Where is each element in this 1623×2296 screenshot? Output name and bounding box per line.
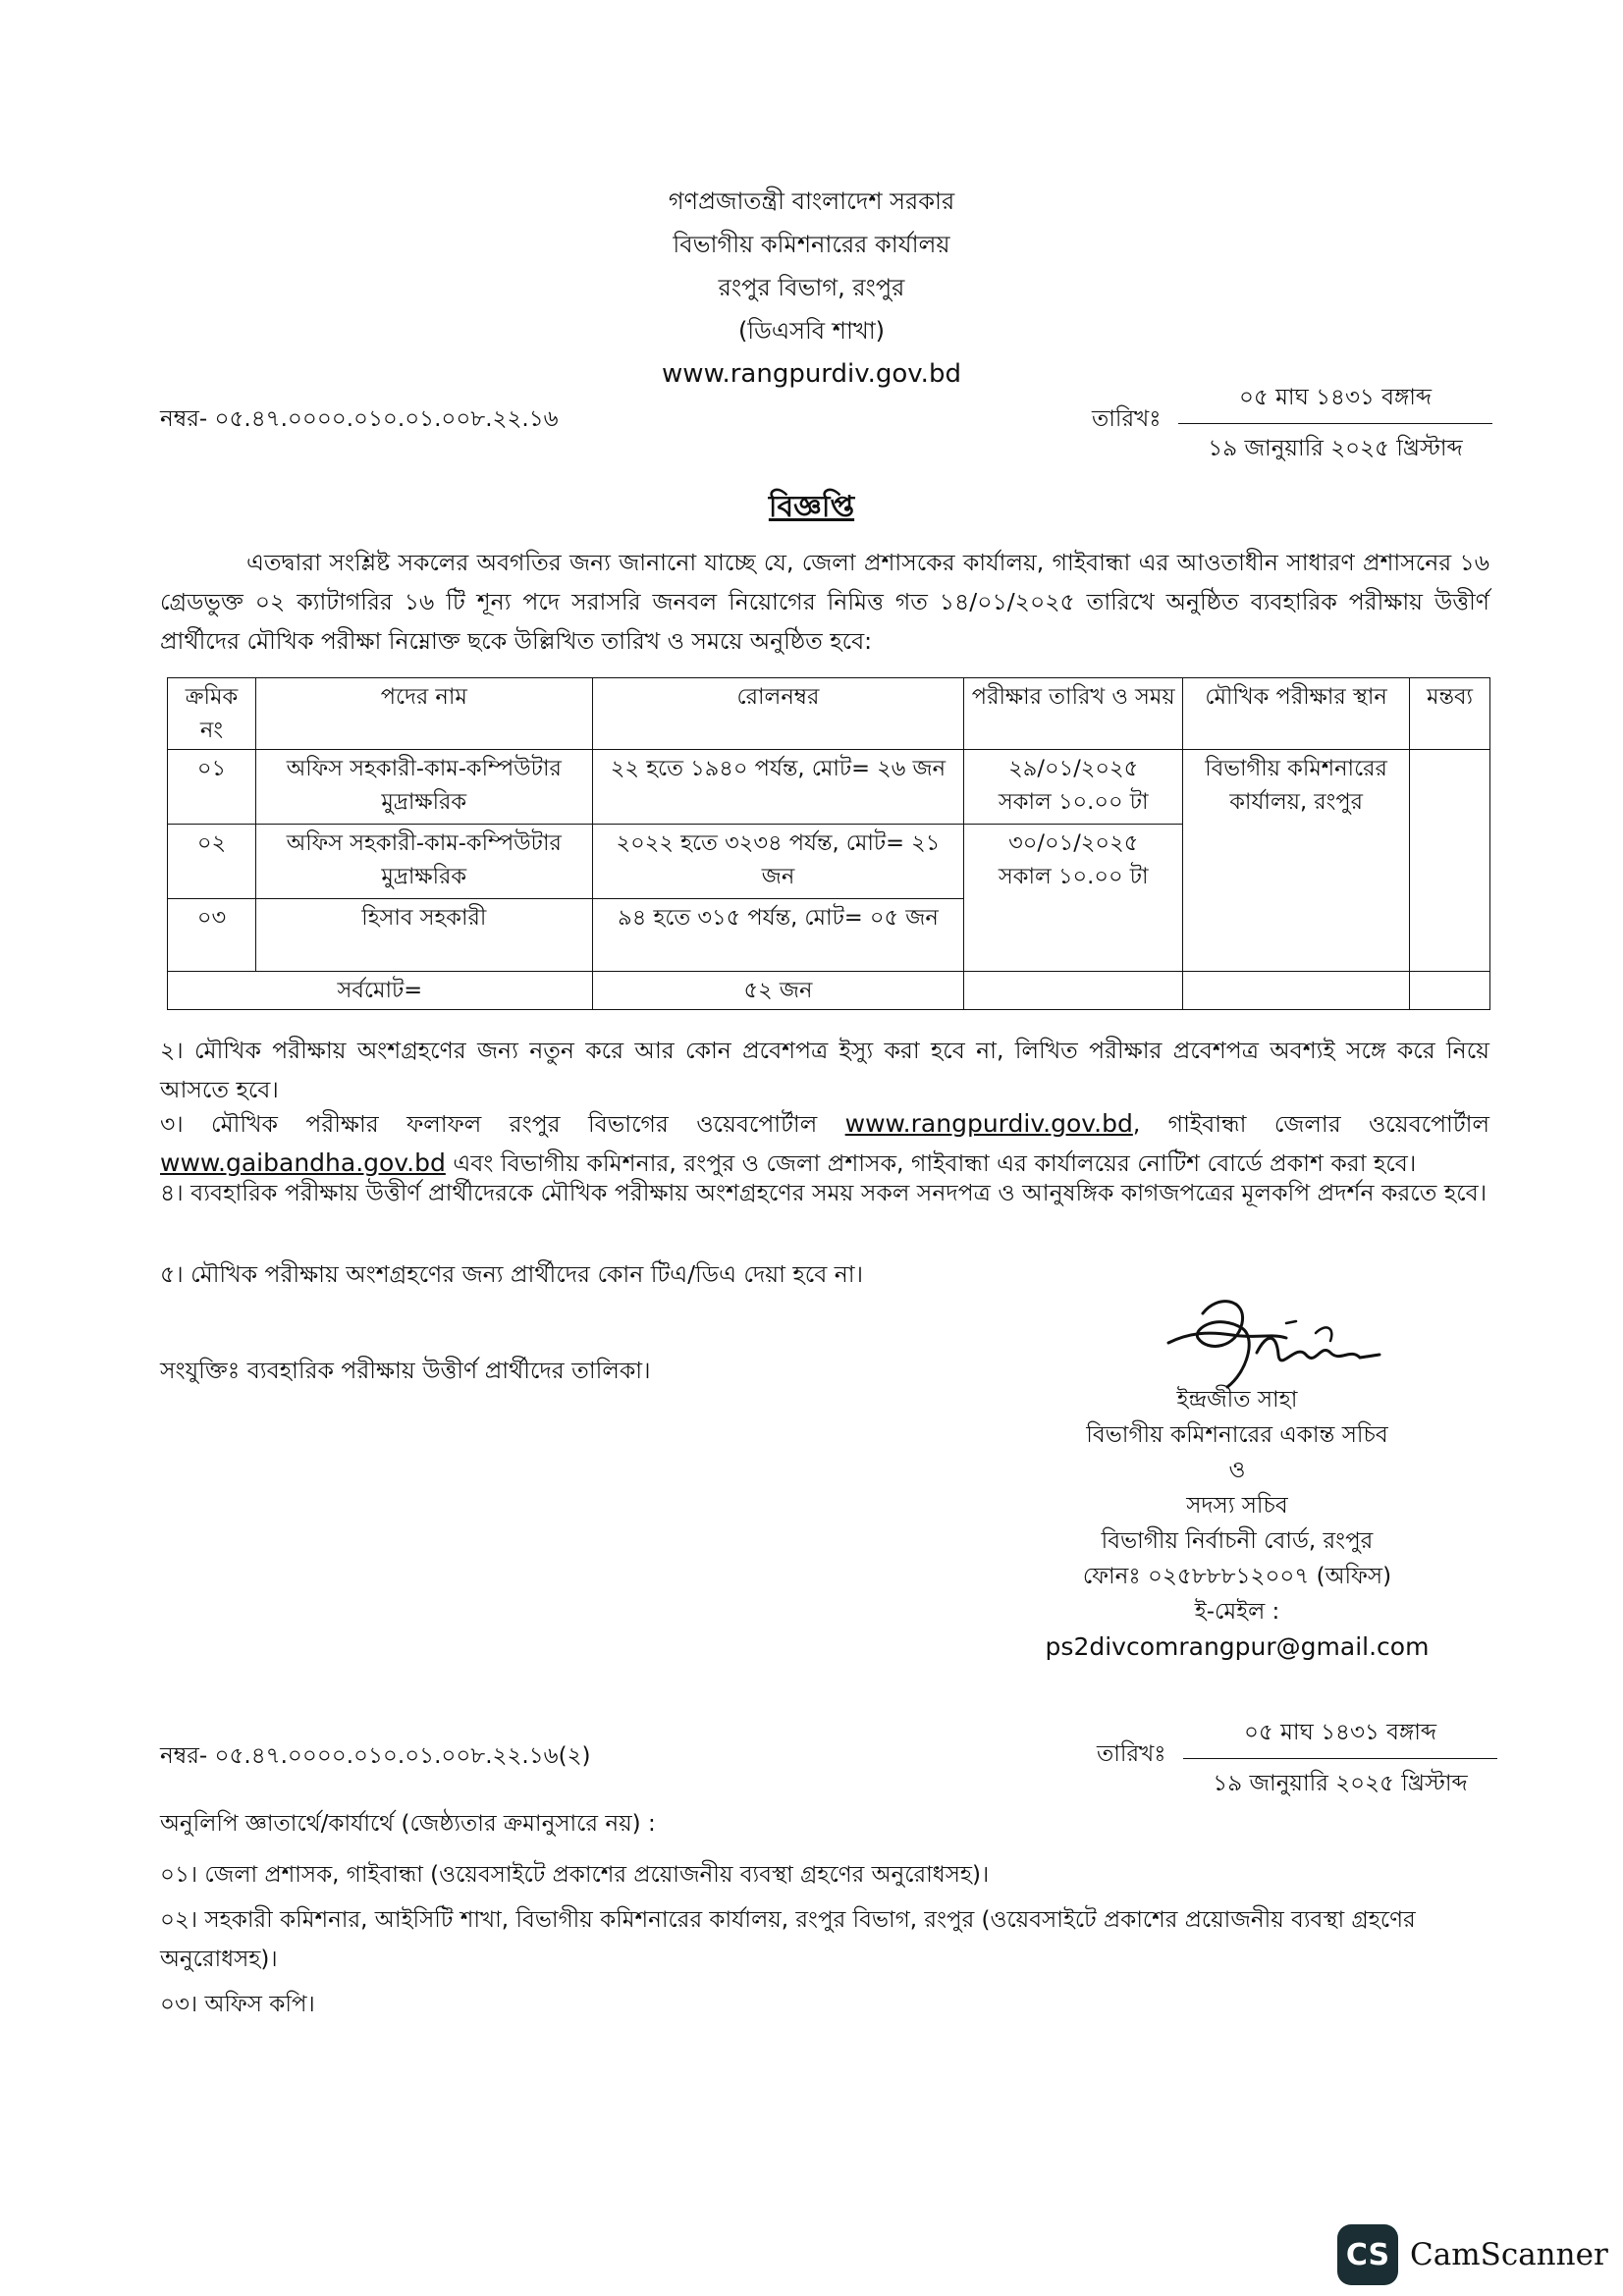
col-datetime: পরীক্ষার তারিখ ও সময় xyxy=(964,678,1183,750)
camscanner-logo-icon: CS xyxy=(1337,2224,1398,2285)
col-remarks: মন্তব্য xyxy=(1410,678,1490,750)
col-roll: রোলনম্বর xyxy=(592,678,964,750)
time2: সকাল ১০.০০ টা xyxy=(998,864,1149,889)
signatory-title2: সদস্য সচিব xyxy=(1186,1493,1288,1519)
note-4: ৪। ব্যবহারিক পরীক্ষায় উত্তীর্ণ প্রার্থীদেরকে মৌখিক পরীক্ষায় অংশগ্রহণের সময় সকল সনদপত্র ও আনুষঙ্গিক কাগজপত্রের মূলকপি প্রদর্শন করতে হবে। xyxy=(160,1179,1488,1206)
row2-roll: ২০২২ হতে ৩২৩৪ পর্যন্ত, মোট= ২১ জন xyxy=(592,825,964,899)
memo-date-bangla: ০৫ মাঘ ১৪৩১ বঙ্গাব্দ xyxy=(1238,385,1433,410)
signatory-block xyxy=(1021,1382,1453,1665)
intro-paragraph: এতদ্বারা সংশ্লিষ্ট সকলের অবগতির জন্য জানানো যাচ্ছে যে, জেলা প্রশাসকের কার্যালয়, গাইবান্ধা এর আওতাধীন সাধারণ প্রশাসনের ১৬ গ্রেডভুক্ত ০২ ক্যাটাগরির ১৬ টি শূন্য পদে সরাসরি জনবল নিয়োগের নিমিত্ত গত ১৪/০১/২০২৫ তারিখে অনুষ্ঠিত ব্যবহারিক পরীক্ষায় উত্তীর্ণ প্রার্থীদের মৌখিক পরীক্ষা নিম্নোক্ত ছকে উল্লিখিত তারিখ ও সময়ে অনুষ্ঠিত হবে: xyxy=(160,549,1489,655)
schedule-table xyxy=(167,677,1490,1010)
signatory-email-label: ই-মেইল : xyxy=(1194,1599,1280,1625)
header-govt: গণপ্রজাতন্ত্রী বাংলাদেশ সরকার xyxy=(668,187,955,215)
attachment-line: সংযুক্তিঃ ব্যবহারিক পরীক্ষায় উত্তীর্ণ প্রার্থীদের তালিকা। xyxy=(160,1357,651,1384)
notice-title: বিজ্ঞপ্তি xyxy=(768,490,855,524)
copy-item xyxy=(160,1900,1489,1979)
memo2-date-bangla: ০৫ মাঘ ১৪৩১ বঙ্গাব্দ xyxy=(1243,1720,1437,1745)
copy-heading: অনুলিপি জ্ঞাতার্থে/কার্যার্থে (জেষ্ঠ্যতার ক্রমানুসারে নয়) : xyxy=(160,1811,656,1837)
time1: সকাল ১০.০০ টা xyxy=(998,789,1149,815)
note-3-text-a: ৩। মৌখিক পরীক্ষার ফলাফল রংপুর বিভাগের ওয়েবপোর্টাল xyxy=(160,1110,818,1138)
header-section: (ডিএসবি শাখা) xyxy=(737,317,886,345)
note-2: ২। মৌখিক পরীক্ষায় অংশগ্রহণের জন্য নতুন করে আর কোন প্রবেশপত্র ইস্যু করা হবে না, লিখিত পরীক্ষার প্রবেশপত্র অবশ্যই সঙ্গে করে নিয়ে আসতে হবে। xyxy=(160,1037,1489,1103)
remarks-cell xyxy=(1410,750,1490,972)
date1: ২৯/০১/২০২৫ xyxy=(1008,756,1139,781)
col-serial: ক্রমিক নং xyxy=(168,678,256,750)
row1-datetime xyxy=(964,750,1183,825)
signatory-title1: বিভাগীয় কমিশনারের একান্ত সচিব xyxy=(1086,1422,1388,1448)
memo2-date xyxy=(1183,1714,1497,1803)
row2-datetime xyxy=(964,825,1183,972)
row3-roll: ৯৪ হতে ৩১৫ পর্যন্ত, মোট= ০৫ জন xyxy=(592,899,964,972)
table-header-row xyxy=(168,678,1490,750)
camscanner-text: CamScanner xyxy=(1410,2237,1608,2272)
memo-number: নম্বর- ০৫.৪৭.০০০০.০১০.০১.০০৮.২২.১৬ xyxy=(160,406,559,432)
header-office: বিভাগীয় কমিশনারের কার্যালয় xyxy=(673,231,950,258)
signatory-email[interactable]: ps2divcomrangpur@gmail.com xyxy=(1045,1632,1430,1661)
note-3-text-c: এবং বিভাগীয় কমিশনার, রংপুর ও জেলা প্রশাসক, গাইবান্ধা এর কার্যালয়ের নোটিশ বোর্ডে প্রকাশ করা হবে। xyxy=(453,1149,1417,1177)
row2-post: অফিস সহকারী-কাম-কম্পিউটার মুদ্রাক্ষরিক xyxy=(255,825,592,899)
header-division: রংপুর বিভাগ, রংপুর xyxy=(718,274,905,301)
header xyxy=(0,180,1623,396)
signatory-and: ও xyxy=(1228,1458,1246,1483)
row3-serial: ০৩ xyxy=(168,899,256,972)
header-website: www.rangpurdiv.gov.bd xyxy=(662,359,961,389)
signatory-name: ইন্দ্রজীত সাহা xyxy=(1176,1387,1298,1413)
rangpur-portal-link[interactable]: www.rangpurdiv.gov.bd xyxy=(844,1109,1133,1138)
total-label: সর্বমোট= xyxy=(168,972,593,1010)
row1-roll: ২২ হতে ১৯৪০ পর্যন্ত, মোট= ২৬ জন xyxy=(592,750,964,825)
table-row xyxy=(168,750,1490,825)
signatory-phone: ফোনঃ ০২৫৮৮৮১২০০৭ (অফিস) xyxy=(1082,1564,1392,1589)
notice-title-wrap xyxy=(0,483,1623,533)
col-post: পদের নাম xyxy=(255,678,592,750)
row1-post: অফিস সহকারী-কাম-কম্পিউটার মুদ্রাক্ষরিক xyxy=(255,750,592,825)
col-venue: মৌখিক পরীক্ষার স্থান xyxy=(1183,678,1410,750)
signatory-title3: বিভাগীয় নির্বাচনী বোর্ড, রংপুর xyxy=(1101,1528,1374,1554)
note-3 xyxy=(160,1104,1489,1183)
memo-date xyxy=(1178,379,1492,468)
memo2-number: নম্বর- ০৫.৪৭.০০০০.০১০.০১.০০৮.২২.১৬(২) xyxy=(160,1743,591,1769)
copy-item: ০১। জেলা প্রশাসক, গাইবান্ধা (ওয়েবসাইটে প্রকাশের প্রয়োজনীয় ব্যবস্থা গ্রহণের অনুরোধসহ)। xyxy=(160,1862,990,1888)
note-3-text-b: , গাইবান্ধা জেলার ওয়েবপোর্টাল xyxy=(1132,1110,1490,1138)
row3-post: হিসাব সহকারী xyxy=(255,899,592,972)
copy-item-2-text: ০২। সহকারী কমিশনার, আইসিটি শাখা, বিভাগীয় কমিশনারের কার্যালয়, রংপুর বিভাগ, রংপুর (ওয়েবসাইটে প্রকাশের প্রয়োজনীয় ব্যবস্থা গ্রহণের অনুরোধসহ)। xyxy=(160,1907,1416,1972)
row1-serial: ০১ xyxy=(168,750,256,825)
date2: ৩০/০১/২০২৫ xyxy=(1008,830,1139,856)
memo-date-label: তারিখঃ xyxy=(1092,406,1162,432)
camscanner-watermark xyxy=(1337,2224,1608,2285)
memo2-date-label: তারিখঃ xyxy=(1097,1741,1166,1767)
table-total-row xyxy=(168,972,1490,1010)
row2-serial: ০২ xyxy=(168,825,256,899)
copy-item: ০৩। অফিস কপি। xyxy=(160,1992,315,2017)
memo-date-english: ১৯ জানুয়ারি ২০২৫ খ্রিস্টাব্দ xyxy=(1178,423,1492,468)
note-5: ৫। মৌখিক পরীক্ষায় অংশগ্রহণের জন্য প্রার্থীদের কোন টিএ/ডিএ দেয়া হবে না। xyxy=(160,1260,864,1288)
venue-cell: বিভাগীয় কমিশনারের কার্যালয়, রংপুর xyxy=(1183,750,1410,972)
gaibandha-portal-link[interactable]: www.gaibandha.gov.bd xyxy=(160,1148,446,1177)
memo2-date-english: ১৯ জানুয়ারি ২০২৫ খ্রিস্টাব্দ xyxy=(1183,1758,1497,1803)
total-empty-1 xyxy=(964,972,1183,1010)
total-empty-2 xyxy=(1183,972,1410,1010)
total-empty-3 xyxy=(1410,972,1490,1010)
total-value: ৫২ জন xyxy=(592,972,964,1010)
